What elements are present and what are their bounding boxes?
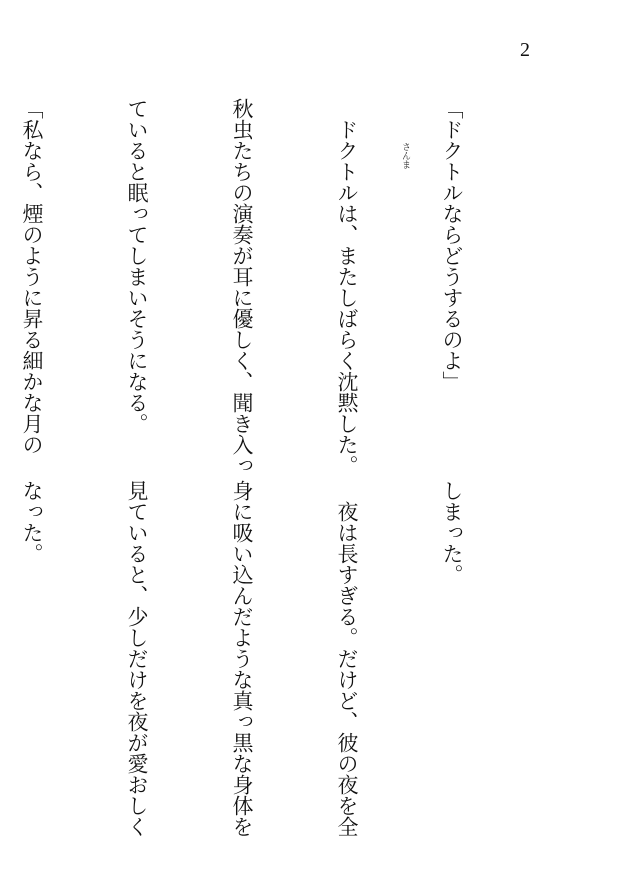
text-line: 見ていると、少しだけを夜が愛おしく (125, 480, 149, 837)
ruby-reading: さんま (400, 142, 410, 169)
lower-text-column-block (0, 480, 539, 837)
page-number: 2 (520, 39, 530, 61)
text-line: なった。 (20, 480, 44, 564)
text-line: 秋虫たちの演奏が耳に優しく、聞き入っ (230, 98, 254, 476)
text-line: 「私なら、煙のように昇る細かな月の (20, 98, 44, 455)
text-line: ていると眠ってしまいそうになる。 (125, 98, 149, 434)
text-line: 身に吸い込んだような真っ黒な身体を (230, 480, 254, 837)
text-line: 夜は長すぎる。だけど、彼の夜を全 (335, 480, 359, 837)
text-line: 「ドクトルならどうするのよ」 (440, 98, 464, 392)
text-line: ドクトルは、またしばらく沈黙した。 (335, 98, 359, 476)
upper-text-column-block (0, 98, 539, 476)
text-line: しまった。 (440, 480, 464, 585)
